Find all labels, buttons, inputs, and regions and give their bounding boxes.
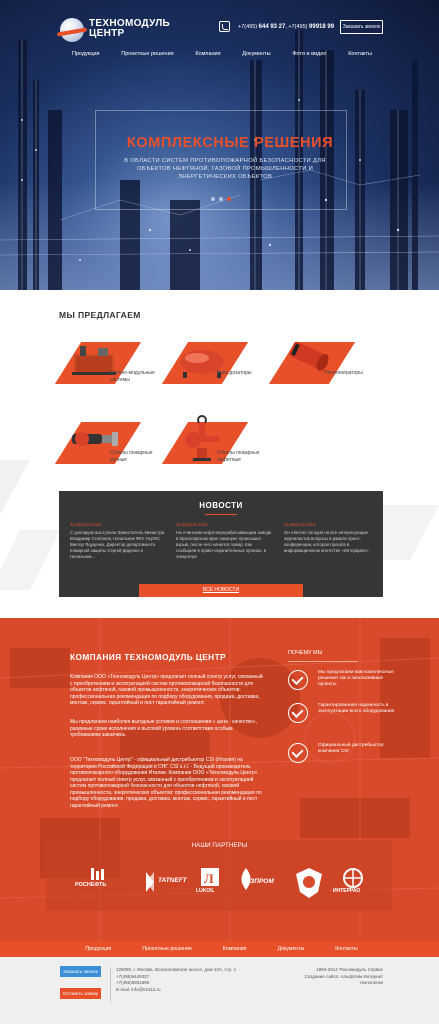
news-text: С докладом выступили Заместитель Министра Владимир Степанов, Начальник ФКУ НЦУКС Виктор Яцуценко, Директор департамента пожарной защиты Сергей Диденко и Начальник... xyxy=(70,530,165,559)
company-title: КОМПАНИЯ ТЕХНОМОДУЛЬ ЦЕНТР xyxy=(70,652,226,662)
footer-nav xyxy=(0,941,439,957)
product-label: Стволы пожарные лафетные xyxy=(217,450,260,463)
nav-item-products[interactable]: Продукция xyxy=(72,51,100,57)
footer-copyright: 1994-2014 Техномодуль Сервис xyxy=(316,967,383,972)
partner-logo-emblem[interactable] xyxy=(296,868,322,903)
product-label: Пеногенераторы xyxy=(324,370,363,376)
divider xyxy=(288,661,358,662)
product-label: Стволы пожарные ручные xyxy=(110,450,153,463)
phone-number-1: 644 93 27 xyxy=(258,24,286,30)
partners-title: НАШИ ПАРТНЕРЫ xyxy=(191,842,248,849)
company-section xyxy=(0,618,439,941)
header-call-button[interactable]: Заказать звонок xyxy=(340,20,383,34)
why-us-title: ПОЧЕМУ МЫ xyxy=(288,650,323,656)
main-nav xyxy=(72,46,372,62)
nav-item-documents[interactable]: Документы xyxy=(242,51,271,57)
check-circle-icon xyxy=(288,743,308,763)
product-card[interactable] xyxy=(165,334,275,394)
footer-phone-1: +7(495)6449327 xyxy=(116,973,150,979)
product-card[interactable] xyxy=(272,334,382,394)
slider-dot[interactable] xyxy=(219,197,223,201)
partner-name: ИНТЕРРАО xyxy=(333,888,361,894)
footer-email[interactable]: E-mail: info@tm112.ru xyxy=(116,986,161,992)
footer-nav-solutions[interactable]: Проектные решения xyxy=(142,946,192,952)
news-section xyxy=(59,491,383,597)
why-us-text: Мы предлагаем вам комплексные решения так и эксклюзивные проекты xyxy=(318,670,394,688)
company-paragraph-1: Компания ООО «Техномодуль Центр» предлагает полный спектр услуг, связанный с преобретением и эксплуатацией систем противопожарной безопасности для объектов нефтяной, газовой промышленности, энергетических объектов: профессиональная рекомендация по подбору оборудования, продажа, доставка, монтаж, сервис, гарантийный и пост гарантийный ремонт. xyxy=(70,674,263,706)
check-circle-icon xyxy=(288,703,308,723)
news-item[interactable] xyxy=(284,522,380,554)
phone-icon xyxy=(219,21,230,32)
brand-name[interactable] xyxy=(89,19,170,39)
nav-item-contacts[interactable]: Контакты xyxy=(348,51,372,57)
partner-logo-tatneft[interactable] xyxy=(140,868,200,903)
product-label: Блочно-модульные системы xyxy=(110,370,155,383)
company-paragraph-2: Мы предлагаем наиболее выгодные условия и соотношения « цена - качество», разумные сроки исполнения и высокий уровень соответствия особым требованиям заказчика. xyxy=(70,719,257,738)
footer-order-button[interactable]: Оставить заявку xyxy=(60,988,101,999)
svg-text:Л: Л xyxy=(204,871,214,886)
product-label: Баки дозаторы xyxy=(217,370,252,376)
product-card[interactable] xyxy=(58,414,168,474)
product-card[interactable] xyxy=(58,334,168,394)
footer-nav-contacts[interactable]: Контакты xyxy=(335,946,358,952)
news-text: На Ачинском нефтеперерабатывающем заводе в Красноярском крае накануне произошел взрыв, после чего начался пожар. Как сообщили в право-охранительных органах, в эпицентре xyxy=(176,530,272,559)
footer-nav-documents[interactable]: Документы xyxy=(277,946,305,952)
why-us-item xyxy=(288,670,398,700)
why-us-item xyxy=(288,743,398,773)
partner-name: LUKOIL xyxy=(196,888,215,894)
all-news-link[interactable]: ВСЕ НОВОСТИ xyxy=(139,584,303,597)
news-title: НОВОСТИ xyxy=(59,501,383,510)
why-us-text: Гарантированная надежность в эксплуатации всего оборудования xyxy=(318,703,395,715)
company-paragraph-3: ООО "Техномодуль Центр" - официальный дистрибьютор CSI (Италия) на территории Российской Федерации и СНГ. CSI s.r.l. - Ведущий производитель противопожарного оборудования Италии. Компания ООО «Техномодуль Центр» предлагает полный спектр услуг, связанный с преобретением и эксплуатацией систем противопожарной безопасности для объектов нефтяной, газовой промышленности, энергетических объектов: профессиональная рекомендация по подбору оборудования, продажа, доставка, монтаж, сервис, гарантийный и пост гарантийный ремонт. xyxy=(70,757,262,809)
brand-line-2: ЦЕНТР xyxy=(89,28,125,39)
product-card[interactable] xyxy=(165,414,275,474)
partner-name: РОСНЕФТЬ xyxy=(75,882,107,888)
hero-section xyxy=(0,0,439,290)
nav-item-media[interactable]: Фото и видео xyxy=(292,51,327,57)
header-phones xyxy=(238,24,334,30)
news-item[interactable] xyxy=(70,522,166,560)
hero-banner xyxy=(95,110,347,210)
nav-item-company[interactable]: Компания xyxy=(195,51,221,57)
footer-address: 125080, г. Москва, Волоколамское шоссе, дом 13А, стр. 1 xyxy=(116,967,237,972)
partner-name: ГАЗПРОМ xyxy=(242,878,274,885)
header xyxy=(0,0,439,64)
footer-contacts xyxy=(116,967,236,993)
footer-developer[interactable]: Создание сайта: Альфатим Интернет технологии xyxy=(304,973,383,986)
why-us-item xyxy=(288,703,398,733)
partner-name: TATNEFT xyxy=(158,877,187,884)
footer xyxy=(0,957,439,1024)
brand-line-1: ТЕХНОМОДУЛЬ xyxy=(89,18,171,29)
footer-copyright-block xyxy=(298,967,383,987)
offer-title: МЫ ПРЕДЛАГАЕМ xyxy=(59,310,141,320)
hero-subtitle: В ОБЛАСТИ СИСТЕМ ПРОТИВОПОЖАРНОЙ БЕЗОПАСНОСТИ ДЛЯ ОБЪЕКТОВ НЕФТЯНОЙ, ГАЗОВОЙ ПРОМЫШЛЕННОСТИ И ЭНЕРГЕТИЧЕСКИХ ОБЪЕКТОВ xyxy=(124,158,326,180)
nav-item-solutions[interactable]: Проектные решения xyxy=(121,51,174,57)
partner-logo-interrao[interactable] xyxy=(333,868,373,899)
footer-nav-company[interactable]: Компания xyxy=(222,946,247,952)
phone-number-2: 99918 99 xyxy=(309,24,335,30)
footer-call-button[interactable]: Заказать звонок xyxy=(60,966,101,977)
phone-prefix-1: +7(495) xyxy=(238,24,259,30)
footer-nav-products[interactable]: Продукция xyxy=(85,946,112,952)
partner-logo-gazprom[interactable] xyxy=(236,868,274,901)
partner-logo-lukoil[interactable] xyxy=(196,868,226,899)
company-logo[interactable] xyxy=(60,18,84,42)
divider xyxy=(110,967,111,1003)
why-us-text: Официальный дистрибьютор компании CSI xyxy=(318,743,384,755)
footer-phone-2: +7(495)9991899 xyxy=(116,980,150,986)
partner-logo-rosneft[interactable] xyxy=(75,868,125,903)
slider-dot[interactable] xyxy=(211,197,215,201)
check-circle-icon xyxy=(288,670,308,690)
phone-prefix-2: , +7(495) xyxy=(285,24,310,30)
slider-dots xyxy=(211,197,231,201)
news-item[interactable] xyxy=(176,522,272,560)
slider-dot-active[interactable] xyxy=(227,197,231,201)
hero-title: КОМПЛЕКСНЫЕ РЕШЕНИЯ xyxy=(126,135,334,151)
news-text: Он ответил сегодня на все интересующие журналистов вопросы в рамках пресс-конференции, которая прошла в информационном агентстве «Интерфакс». xyxy=(284,530,370,553)
news-date: 22 августа 2014 xyxy=(176,522,208,527)
news-date: 22 августа 2014 xyxy=(70,522,102,527)
news-date: 22 августа 2014 xyxy=(284,522,316,527)
